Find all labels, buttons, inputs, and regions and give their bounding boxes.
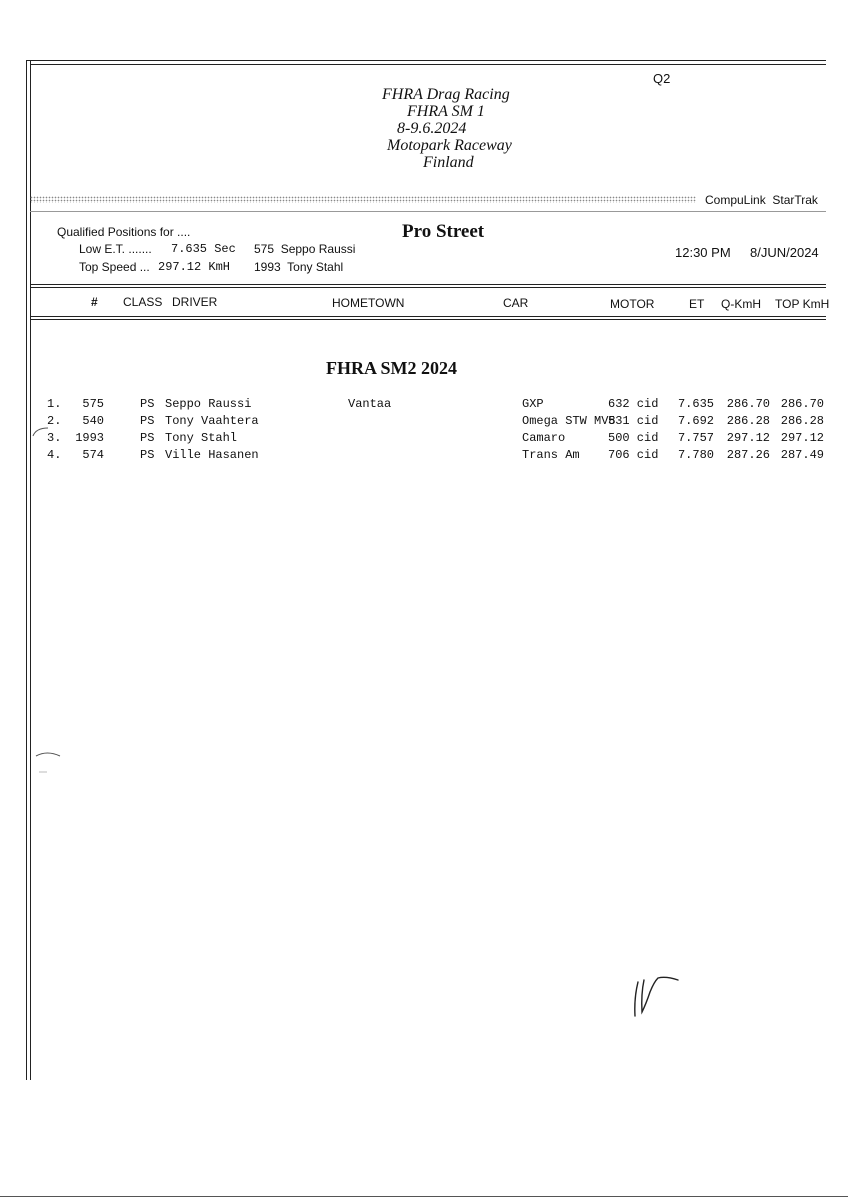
top-speed-value: 297.12 KmH: [158, 260, 231, 274]
top-border-inner: [30, 64, 826, 65]
top-speed-holder: 1993 Tony Stahl: [254, 260, 344, 274]
row-et: 7.780: [677, 448, 714, 462]
col-hometown: HOMETOWN: [332, 296, 405, 310]
row-driver: Tony Vaahtera: [165, 414, 259, 428]
session-label: Q2: [653, 71, 671, 86]
row-class: PS: [140, 397, 155, 411]
row-qkmh: 287.26: [726, 448, 770, 462]
left-border-inner: [30, 60, 31, 1080]
header-line-4: Motopark Raceway: [387, 137, 512, 154]
top-speed-label: Top Speed ...: [79, 260, 150, 274]
row-driver: Seppo Raussi: [165, 397, 252, 411]
left-border: [26, 60, 27, 1080]
low-et-value: 7.635 Sec: [171, 242, 236, 256]
category-title: Pro Street: [402, 221, 485, 242]
row-hometown: Vantaa: [348, 397, 392, 411]
header-rule-top-2: [30, 287, 826, 288]
top-border: [26, 60, 826, 61]
col-motor: MOTOR: [610, 297, 655, 311]
row-number: 575: [82, 397, 104, 411]
col-qkmh: Q-KmH: [721, 297, 761, 311]
row-et: 7.635: [677, 397, 714, 411]
row-car: Trans Am: [522, 448, 580, 462]
row-position: 4.: [47, 448, 62, 462]
header-line-2: FHRA SM 1: [407, 103, 485, 120]
col-driver: DRIVER: [172, 295, 218, 309]
row-number: 574: [82, 448, 104, 462]
punch-hole-mark-top: [30, 426, 50, 442]
header-line-1: FHRA Drag Racing: [382, 86, 510, 103]
band-rule: [30, 211, 826, 212]
row-qkmh: 286.28: [726, 414, 770, 428]
row-topkmh: 286.28: [780, 414, 824, 428]
header-rule-bottom-2: [30, 319, 826, 320]
row-motor: 706 cid: [608, 448, 659, 462]
row-number: 540: [82, 414, 104, 428]
row-position: 1.: [47, 397, 62, 411]
qualified-label: Qualified Positions for ....: [57, 225, 191, 239]
row-class: PS: [140, 414, 155, 428]
row-qkmh: 286.70: [726, 397, 770, 411]
col-car: CAR: [503, 296, 529, 310]
bottom-edge-line: [0, 1196, 848, 1197]
table-row: [0, 414, 848, 431]
row-car: GXP: [522, 397, 544, 411]
row-driver: Tony Stahl: [165, 431, 238, 445]
signature-mark: [628, 968, 688, 1020]
brand-label: CompuLink StarTrak: [705, 193, 818, 207]
row-topkmh: 287.49: [780, 448, 824, 462]
row-car: Camaro: [522, 431, 566, 445]
col-num: #: [91, 295, 98, 309]
low-et-holder: 575 Seppo Raussi: [254, 242, 356, 256]
header-line-5: Finland: [423, 154, 474, 171]
row-position: 3.: [47, 431, 62, 445]
row-driver: Ville Hasanen: [165, 448, 259, 462]
col-class: CLASS: [123, 295, 163, 309]
report-time: 12:30 PM: [675, 245, 731, 260]
row-et: 7.692: [677, 414, 714, 428]
row-topkmh: 297.12: [780, 431, 824, 445]
table-row: [0, 397, 848, 414]
header-line-3: 8-9.6.2024: [397, 120, 467, 137]
row-car: Omega STW MV8: [522, 414, 616, 428]
row-motor: 531 cid: [608, 414, 659, 428]
table-row: [0, 448, 848, 465]
dotted-band: [30, 196, 696, 203]
report-date: 8/JUN/2024: [750, 245, 819, 260]
row-motor: 632 cid: [608, 397, 659, 411]
row-motor: 500 cid: [608, 431, 659, 445]
row-class: PS: [140, 448, 155, 462]
punch-hole-mark-bottom: [33, 748, 63, 778]
row-class: PS: [140, 431, 155, 445]
row-position: 2.: [47, 414, 62, 428]
row-qkmh: 297.12: [726, 431, 770, 445]
header-rule-top: [30, 284, 826, 285]
event-title: FHRA SM2 2024: [326, 358, 458, 378]
col-topkmh: TOP KmH: [775, 297, 830, 311]
header-rule-bottom: [30, 316, 826, 317]
row-number: 1993: [75, 431, 104, 445]
row-et: 7.757: [677, 431, 714, 445]
low-et-label: Low E.T. .......: [79, 242, 152, 256]
table-row: [0, 431, 848, 448]
row-topkmh: 286.70: [780, 397, 824, 411]
col-et: ET: [689, 297, 705, 311]
